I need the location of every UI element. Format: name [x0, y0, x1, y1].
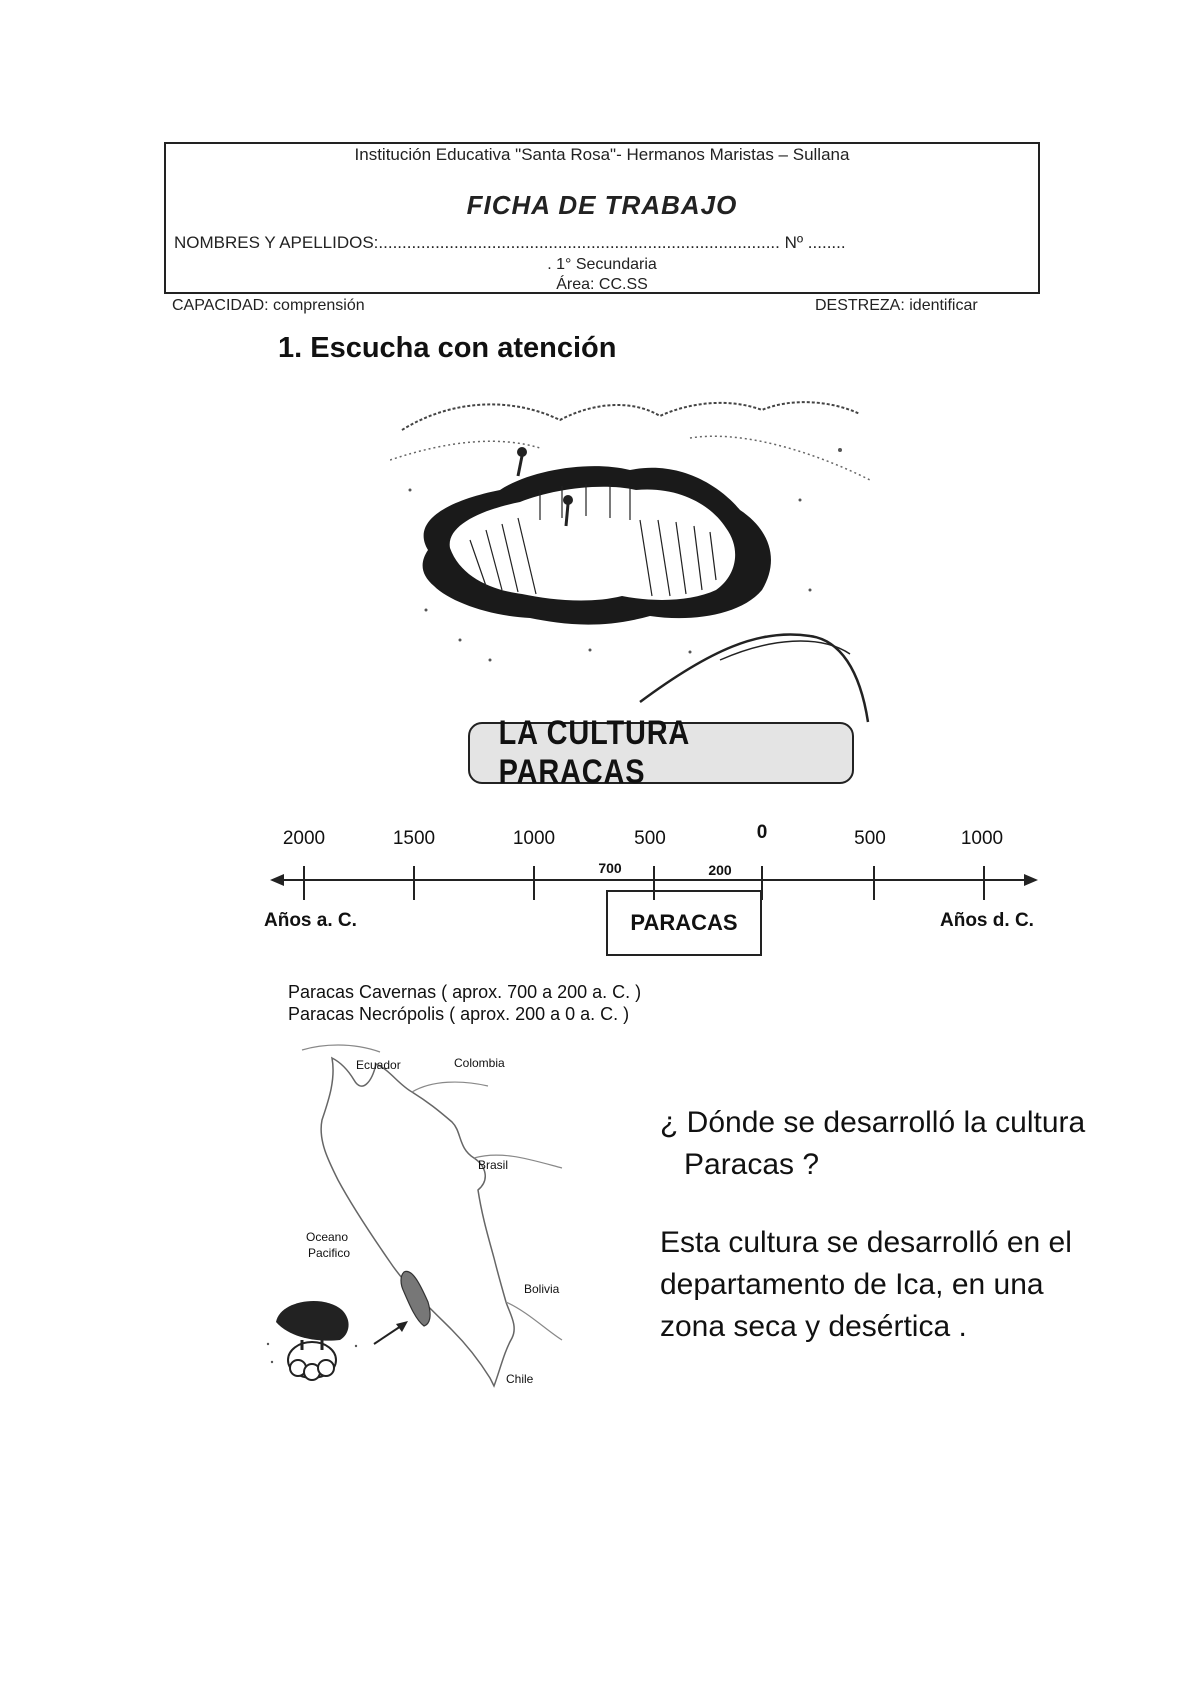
capacity-label: CAPACIDAD: comprensión	[172, 297, 365, 314]
map-label-ecuador: Ecuador	[356, 1058, 401, 1072]
timeline-mark-700: 700	[598, 860, 622, 876]
timeline-tick-zero: 0	[756, 822, 768, 843]
timeline-tick-500-ad: 500	[854, 828, 886, 849]
map-label-bolivia: Bolivia	[524, 1282, 560, 1296]
timeline-tick-2000: 2000	[282, 828, 326, 849]
worksheet-title: FICHA DE TRABAJO	[466, 190, 738, 220]
paracas-period-label: PARACAS	[630, 910, 738, 935]
skull-illustration	[262, 1290, 362, 1390]
answer-line-2: departamento de Ica, en una	[660, 1268, 1044, 1301]
timeline-mark-200: 200	[708, 862, 732, 878]
excavation-illustration	[390, 390, 900, 730]
period-cavernas: Paracas Cavernas ( aprox. 700 a 200 a. C. )	[288, 982, 642, 1002]
answer-line-3: zona seca y desértica .	[660, 1310, 967, 1343]
grade-label: . 1° Secundaria	[547, 256, 657, 273]
section-title: 1. Escucha con atención	[278, 332, 617, 364]
question-line-2: Paracas ?	[684, 1148, 820, 1181]
timeline-tick-500-bc: 500	[634, 828, 666, 849]
answer-line-1: Esta cultura se desarrolló en el	[660, 1226, 1072, 1259]
skill-label: DESTREZA: identificar	[815, 297, 978, 314]
culture-title-banner	[468, 714, 854, 791]
map-label-colombia: Colombia	[454, 1056, 505, 1070]
years-ad-label: Años d. C.	[940, 910, 1034, 931]
worksheet-header	[164, 142, 1040, 294]
timeline-tick-1000: 1000	[512, 828, 556, 849]
years-bc-label: Años a. C.	[264, 910, 357, 931]
answer-text	[660, 1222, 1072, 1348]
map-label-pacifico: Pacifico	[308, 1246, 351, 1260]
institution-name: Institución Educativa "Santa Rosa"- Hermanos Maristas – Sullana	[354, 145, 850, 164]
area-label: Área: CC.SS	[556, 276, 648, 293]
map-label-brasil: Brasil	[478, 1158, 509, 1172]
period-necropolis: Paracas Necrópolis ( aprox. 200 a 0 a. C. )	[288, 1004, 630, 1024]
timeline-tick-1500: 1500	[392, 828, 436, 849]
culture-title: LA CULTURA PARACAS	[498, 714, 690, 791]
map-label-oceano: Oceano	[306, 1230, 349, 1244]
map-label-chile: Chile	[506, 1372, 534, 1386]
question-text	[660, 1102, 1085, 1186]
question-line-1: ¿ Dónde se desarrolló la cultura	[660, 1106, 1086, 1139]
paracas-period-box	[606, 890, 762, 956]
names-line: NOMBRES Y APELLIDOS:..................................................................................... Nº ........	[174, 233, 846, 252]
timeline-tick-1000-ad: 1000	[960, 828, 1004, 849]
